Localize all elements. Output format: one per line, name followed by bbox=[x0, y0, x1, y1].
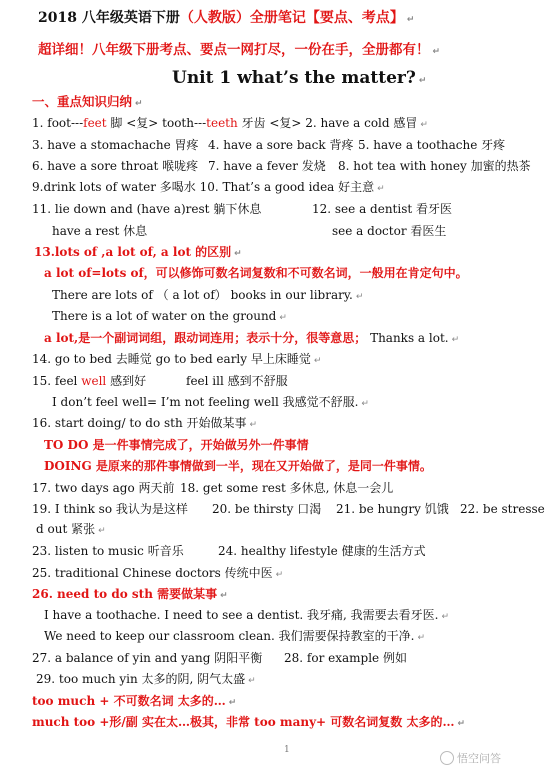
paragraph-mark: ↵ bbox=[457, 719, 466, 729]
grammar-heading-text: 26. need to do sth 需要做某事 bbox=[32, 587, 218, 601]
grammar-note bbox=[44, 437, 309, 453]
grammar-note bbox=[32, 693, 236, 711]
vocab-item: 12. see a dentist 看牙医 bbox=[312, 202, 453, 216]
paragraph-mark: ↵ bbox=[406, 15, 415, 25]
vocab-line-4 bbox=[32, 179, 385, 197]
section-heading bbox=[32, 94, 143, 112]
grammar-heading-text: 13.lots of ,a lot of, a lot 的区别 bbox=[34, 245, 232, 259]
paragraph-mark: ↵ bbox=[432, 47, 441, 57]
vocab-text: 29. too much yin 太多的阴, 阴气太盛 bbox=[36, 672, 246, 686]
vocab-text: d out 紧张 bbox=[36, 522, 96, 536]
paragraph-mark: ↵ bbox=[418, 76, 427, 86]
paragraph-mark: ↵ bbox=[377, 184, 385, 194]
vocab-item: 21. be hungry 饥饿 bbox=[336, 502, 449, 516]
example-text: We need to keep our classroom clean. 我们需要保持教室的干净. bbox=[44, 629, 415, 643]
vocab-line-14 bbox=[32, 351, 321, 369]
paragraph-mark: ↵ bbox=[249, 420, 258, 430]
section-heading-text: 一、重点知识归纳 bbox=[32, 94, 133, 109]
vocab-text: 牙齿 <复> 2. have a cold 感冒 bbox=[237, 116, 418, 130]
paragraph-mark: ↵ bbox=[228, 698, 237, 708]
paragraph-mark: ↵ bbox=[355, 292, 364, 302]
title-part-a: 2018 八年级英语下册 bbox=[38, 10, 180, 26]
vocab-line-29 bbox=[36, 671, 256, 689]
grammar-note-text: much too +形/副 实在太…极其，非常 too many+ 可数名词复数 太多的… bbox=[32, 715, 455, 729]
grammar-note-text: a lot,是一个副词词组，跟动词连用；表示十分，很等意思； bbox=[44, 331, 367, 345]
paragraph-mark: ↵ bbox=[361, 399, 369, 409]
grammar-note-text: too much + 不可数名词 太多的… bbox=[32, 694, 226, 708]
example-text: Thanks a lot. bbox=[366, 331, 449, 345]
document-subtitle bbox=[38, 42, 440, 60]
grammar-note bbox=[32, 714, 465, 732]
vocab-item: see a doctor 看医生 bbox=[332, 224, 447, 238]
watermark bbox=[440, 750, 501, 766]
vocab-item: 27. a balance of yin and yang 阴阳平衡 bbox=[32, 651, 263, 665]
vocab-item: 6. have a sore throat 喉咙疼 bbox=[32, 159, 199, 173]
vocab-item: 4. have a sore back 背疼 bbox=[208, 138, 354, 152]
vocab-item: 22. be stresse bbox=[460, 502, 545, 516]
vocab-item: 20. be thirsty 口渴 bbox=[212, 502, 322, 516]
grammar-heading-13 bbox=[34, 244, 242, 262]
paragraph-mark: ↵ bbox=[98, 526, 106, 536]
watermark-text: 悟空问答 bbox=[457, 752, 501, 765]
vocab-text: 16. start doing/ to do sth 开始做某事 bbox=[32, 416, 247, 430]
vocab-item: 24. healthy lifestyle 健康的生活方式 bbox=[218, 544, 426, 558]
subtitle-text: 超详细！八年级下册考点、要点一网打尽，一份在手，全册都有！ bbox=[38, 42, 430, 58]
vocab-highlight: feet bbox=[83, 116, 107, 130]
example-sentence bbox=[52, 394, 369, 412]
vocab-text: 感到好 bbox=[106, 374, 147, 388]
grammar-note bbox=[44, 265, 468, 281]
paragraph-mark: ↵ bbox=[275, 570, 284, 580]
grammar-note-text: TO DO 是一件事情完成了，开始做另外一件事情 bbox=[44, 438, 309, 452]
vocab-item: have a rest 休息 bbox=[52, 224, 148, 238]
vocab-text: 15. feel bbox=[32, 374, 82, 388]
watermark-logo-icon bbox=[440, 751, 454, 765]
example-text: I have a toothache. I need to see a dentist. 我牙痛, 我需要去看牙医. bbox=[44, 608, 439, 622]
vocab-text: 9.drink lots of water 多喝水 10. That’s a good idea 好主意 bbox=[32, 180, 375, 194]
vocab-item: 7. have a fever 发烧 bbox=[208, 159, 326, 173]
vocab-text: 1. foot--- bbox=[32, 116, 84, 130]
vocab-item: 3. have a stomachache 胃疼 bbox=[32, 138, 199, 152]
vocab-item: 11. lie down and (have a)rest 躺下休息 bbox=[32, 202, 262, 216]
example-sentence bbox=[52, 287, 363, 305]
paragraph-mark: ↵ bbox=[279, 313, 287, 323]
vocab-highlight: teeth bbox=[206, 116, 238, 130]
title-part-b: （人教版）全册笔记【要点、考点】 bbox=[179, 10, 404, 26]
vocab-item: 8. hot tea with honey 加蜜的热茶 bbox=[338, 159, 531, 173]
grammar-heading-26 bbox=[32, 586, 228, 604]
example-text: There is a lot of water on the ground bbox=[52, 309, 277, 323]
paragraph-mark: ↵ bbox=[135, 99, 143, 109]
vocab-item: 18. get some rest 多休息, 休息一会儿 bbox=[180, 481, 394, 495]
vocab-line-16 bbox=[32, 415, 257, 433]
vocab-item: 23. listen to music 听音乐 bbox=[32, 544, 184, 558]
example-text: There are lots of （ a lot of） books in our library. bbox=[52, 288, 353, 302]
example-sentence bbox=[52, 308, 287, 326]
page-number: 1 bbox=[284, 745, 290, 755]
vocab-item: 19. I think so 我认为是这样 bbox=[32, 502, 188, 516]
paragraph-mark: ↵ bbox=[420, 120, 428, 130]
example-text: I don’t feel well= I’m not feeling well 我感觉不舒服. bbox=[52, 395, 359, 409]
paragraph-mark: ↵ bbox=[417, 633, 425, 643]
grammar-note bbox=[44, 330, 459, 348]
vocab-item: 28. for example 例如 bbox=[284, 651, 407, 665]
paragraph-mark: ↵ bbox=[234, 249, 242, 259]
paragraph-mark: ↵ bbox=[313, 356, 322, 366]
vocab-text: 25. traditional Chinese doctors 传统中医 bbox=[32, 566, 273, 580]
paragraph-mark: ↵ bbox=[441, 612, 450, 622]
vocab-highlight: well bbox=[81, 374, 107, 388]
grammar-note-text: a lot of=lots of，可以修饰可数名词复数和不可数名词，一般用在肯定句中。 bbox=[44, 266, 468, 280]
vocab-text: 脚 <复> tooth--- bbox=[106, 116, 207, 130]
paragraph-mark: ↵ bbox=[451, 335, 460, 345]
vocab-line-1 bbox=[32, 115, 428, 133]
vocab-text: 14. go to bed 去睡觉 go to bed early 早上床睡觉 bbox=[32, 352, 311, 366]
vocab-item: feel ill 感到不舒服 bbox=[186, 374, 288, 388]
document-title bbox=[38, 10, 414, 28]
unit-heading bbox=[172, 70, 426, 89]
example-sentence bbox=[44, 607, 449, 625]
vocab-item: 5. have a toothache 牙疼 bbox=[358, 138, 506, 152]
grammar-note bbox=[44, 458, 432, 474]
example-sentence bbox=[44, 628, 425, 646]
vocab-line-25 bbox=[32, 565, 283, 583]
paragraph-mark: ↵ bbox=[248, 676, 256, 686]
unit-heading-text: Unit 1 what’s the matter? bbox=[172, 68, 416, 88]
vocab-item: 17. two days ago 两天前 bbox=[32, 481, 175, 495]
vocab-line-continued bbox=[36, 521, 106, 539]
grammar-note-text: DOING 是原来的那件事情做到一半，现在又开始做了，是同一件事情。 bbox=[44, 459, 432, 473]
paragraph-mark: ↵ bbox=[220, 591, 228, 601]
